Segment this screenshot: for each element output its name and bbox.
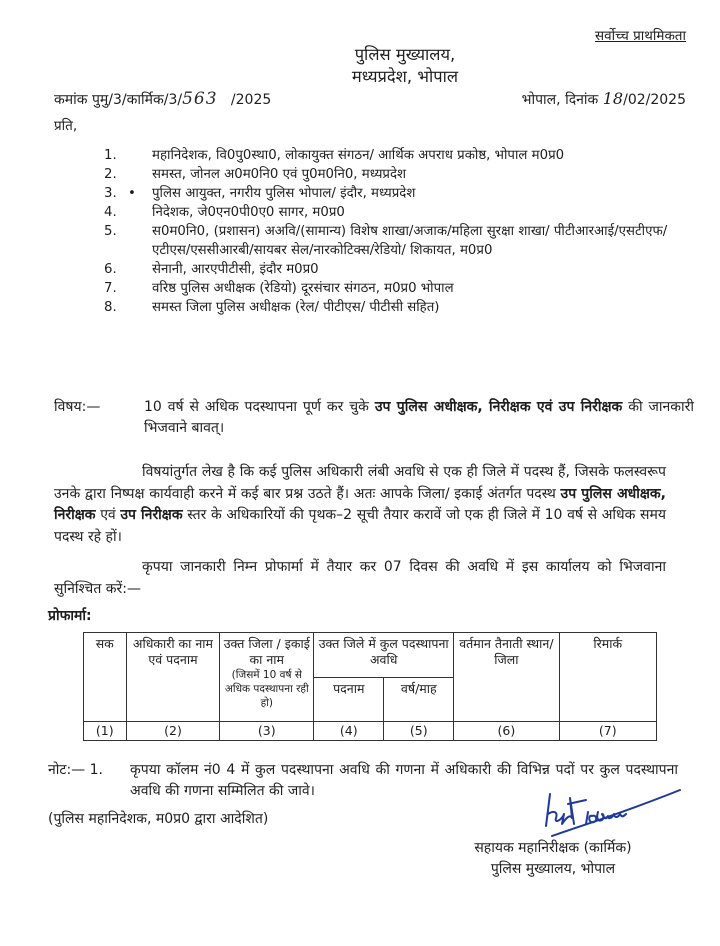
subject-bold-ranks: उप पुलिस अधीक्षक, निरीक्षक एवं उप निरीक्षक (374, 399, 623, 415)
proforma-label: प्रोफार्मा: (48, 608, 92, 624)
recipient-number: 1. (104, 148, 117, 163)
paragraph-text: कृपया जानकारी निम्न प्रोफार्मा में तैयार कर 07 दिवस की अवधि में इस कार्यालय को भिजवाना सुनिश्चित करें:— (54, 559, 666, 597)
recipient-item (104, 260, 684, 279)
header-remark: रिमार्क (559, 633, 656, 722)
bullet-dot-icon: • (128, 186, 136, 201)
recipient-text: वरिष्ठ पुलिस अधीक्षक (रेडियो) दूरसंचार संगठन, म0प्र0 भोपाल (152, 281, 454, 296)
paragraph-text: स्तर के अधिकारियों की पृथक–2 सूची तैयार करावें जो एक ही जिले में 10 वर्ष से अधिक समय पदस्थ रहे हों। (54, 507, 666, 545)
signature-stroke (546, 794, 550, 826)
recipient-text: सेनानी, आरएपीटीसी, इंदौर म0प्र0 (152, 262, 319, 277)
recipient-text: समस्त जिला पुलिस अधीक्षक (रेल/ पीटीएस/ पीटीसी सहित) (152, 300, 440, 315)
letter-date (522, 90, 686, 109)
recipient-number: 8. (104, 300, 117, 315)
reference-number (54, 90, 271, 109)
recipient-text: निदेशक, जे0एन0पी0ए0 सागर, म0प्र0 (152, 205, 345, 220)
designation-line-2: पुलिस मुख्यालय, भोपाल (490, 861, 616, 877)
order-line: (पुलिस महानिदेशक, म0प्र0 द्वारा आदेशित) (48, 811, 269, 827)
recipient-text: स0म0नि0, (प्रशासन) अअवि/(सामान्य) विशेष शाखा/अजाक/महिला सुरक्षा शाखा/ पीटीआरआई/एसटीएफ/एटीएस/एससीआरबी/सायबर सेल/नारकोटिक्स/रेडियो/ शिकायत, म0प्र0 (152, 224, 668, 258)
signature-stroke (548, 798, 574, 824)
body-paragraph-2 (54, 557, 666, 600)
header-total-posting-period: उक्त जिले में कुल पदस्थापना अवधि (314, 633, 454, 678)
header-district-note: (जिसमें 10 वर्ष से अधिक पदस्थापना रही हो) (224, 669, 309, 709)
recipient-item (104, 222, 684, 260)
reference-suffix: /2025 (230, 92, 272, 108)
recipient-text: पुलिस आयुक्त, नगरीय पुलिस भोपाल/ इंदौर, मध्यप्रदेश (152, 186, 416, 201)
column-number: (6) (454, 722, 559, 741)
office-line-1: पुलिस मुख्यालय, (354, 45, 456, 64)
column-number: (2) (126, 722, 220, 741)
paragraph-text: विषयांतुर्गत लेख है कि कई पुलिस अधिकारी लंबी अवधि से एक ही जिले में पदस्थ हैं, जिसके फलस्वरूप उनके द्वारा निष्पक्ष कार्यवाही करने में कई बार प्रश्न उठते हैं। अतः आपके जिला/ इकाई अंतर्गत पदस्थ (54, 464, 666, 502)
recipient-number: 4. (104, 205, 117, 220)
recipient-item (104, 298, 684, 317)
column-number: (7) (559, 722, 656, 741)
note-label: नोट:— 1. (48, 762, 103, 778)
recipient-number: 5. (104, 224, 117, 239)
recipient-item (104, 203, 684, 222)
subject-label: विषय:— (54, 399, 101, 415)
header-district-main: उक्त जिला / इकाई का नाम (223, 636, 310, 667)
signature-icon (540, 784, 690, 844)
subject-block (54, 397, 694, 439)
signatory-designation (448, 838, 658, 880)
column-number: (1) (84, 722, 127, 741)
date-handwritten-day: 18 (602, 89, 624, 108)
subject-text-part: 10 वर्ष से अधिक पदस्थापना पूर्ण कर चुके (144, 399, 375, 415)
paragraph-text: एवं (95, 507, 121, 523)
body-paragraph-1 (54, 462, 666, 548)
office-heading (0, 44, 720, 88)
header-district-unit (220, 633, 314, 722)
date-suffix: /02/2025 (623, 92, 686, 108)
note-text: कृपया कॉलम नं0 4 में कुल पदस्थापना अवधि की गणना में अधिकारी की विभिन्न पदों पर कुल पदस्थापना अवधि की गणना सम्मिलित की जावे। (130, 762, 678, 799)
header-current-posting: वर्तमान तैनाती स्थान/ जिला (454, 633, 559, 722)
recipient-list (104, 146, 684, 317)
recipient-item (104, 165, 684, 184)
designation-line-1: सहायक महानिरीक्षक (कार्मिक) (474, 840, 632, 856)
recipient-number: 6. (104, 262, 117, 277)
column-number: (3) (220, 722, 314, 741)
header-serial: सक (84, 633, 127, 722)
header-officer-name: अधिकारी का नाम एवं पदनाम (126, 633, 220, 722)
column-number: (4) (314, 722, 384, 741)
recipient-number: 3. (104, 186, 117, 201)
recipient-text: समस्त, जोनल अ0म0नि0 एवं पु0म0नि0, मध्यप्रदेश (152, 167, 407, 182)
recipient-item (104, 146, 684, 165)
recipient-number: 2. (104, 167, 117, 182)
date-prefix: भोपाल, दिनांक (521, 92, 603, 108)
recipient-number: 7. (104, 281, 117, 296)
recipient-item (104, 184, 684, 203)
recipient-item (104, 279, 684, 298)
column-number: (5) (384, 722, 454, 741)
subject-text-part: की जानकारी भिजवाने बावत्। (144, 399, 695, 436)
reference-prefix: कमांक पुमु/3/कार्मिक/3/ (54, 92, 183, 108)
subject-text (144, 397, 694, 439)
reference-handwritten-number: 563 (182, 89, 218, 109)
paragraph-bold-rank: उप निरीक्षक (120, 507, 183, 523)
recipient-text: महानिदेशक, वि0पु0स्था0, लोकायुक्त संगठन/ आर्थिक अपराध प्रकोष्ठ, भोपाल म0प्र0 (152, 148, 565, 163)
header-designation: पदनाम (314, 678, 384, 722)
proforma-table (83, 632, 657, 741)
header-year-month: वर्ष/माह (384, 678, 454, 722)
signature-stroke (586, 812, 626, 824)
office-line-2: मध्यप्रदेश, भोपाल (351, 67, 459, 86)
to-label: प्रति, (54, 118, 78, 134)
priority-label: सर्वोच्च प्राथमिकता (594, 28, 686, 44)
paragraph-bold-ranks: उप पुलिस अधीक्षक, निरीक्षक (54, 485, 666, 523)
